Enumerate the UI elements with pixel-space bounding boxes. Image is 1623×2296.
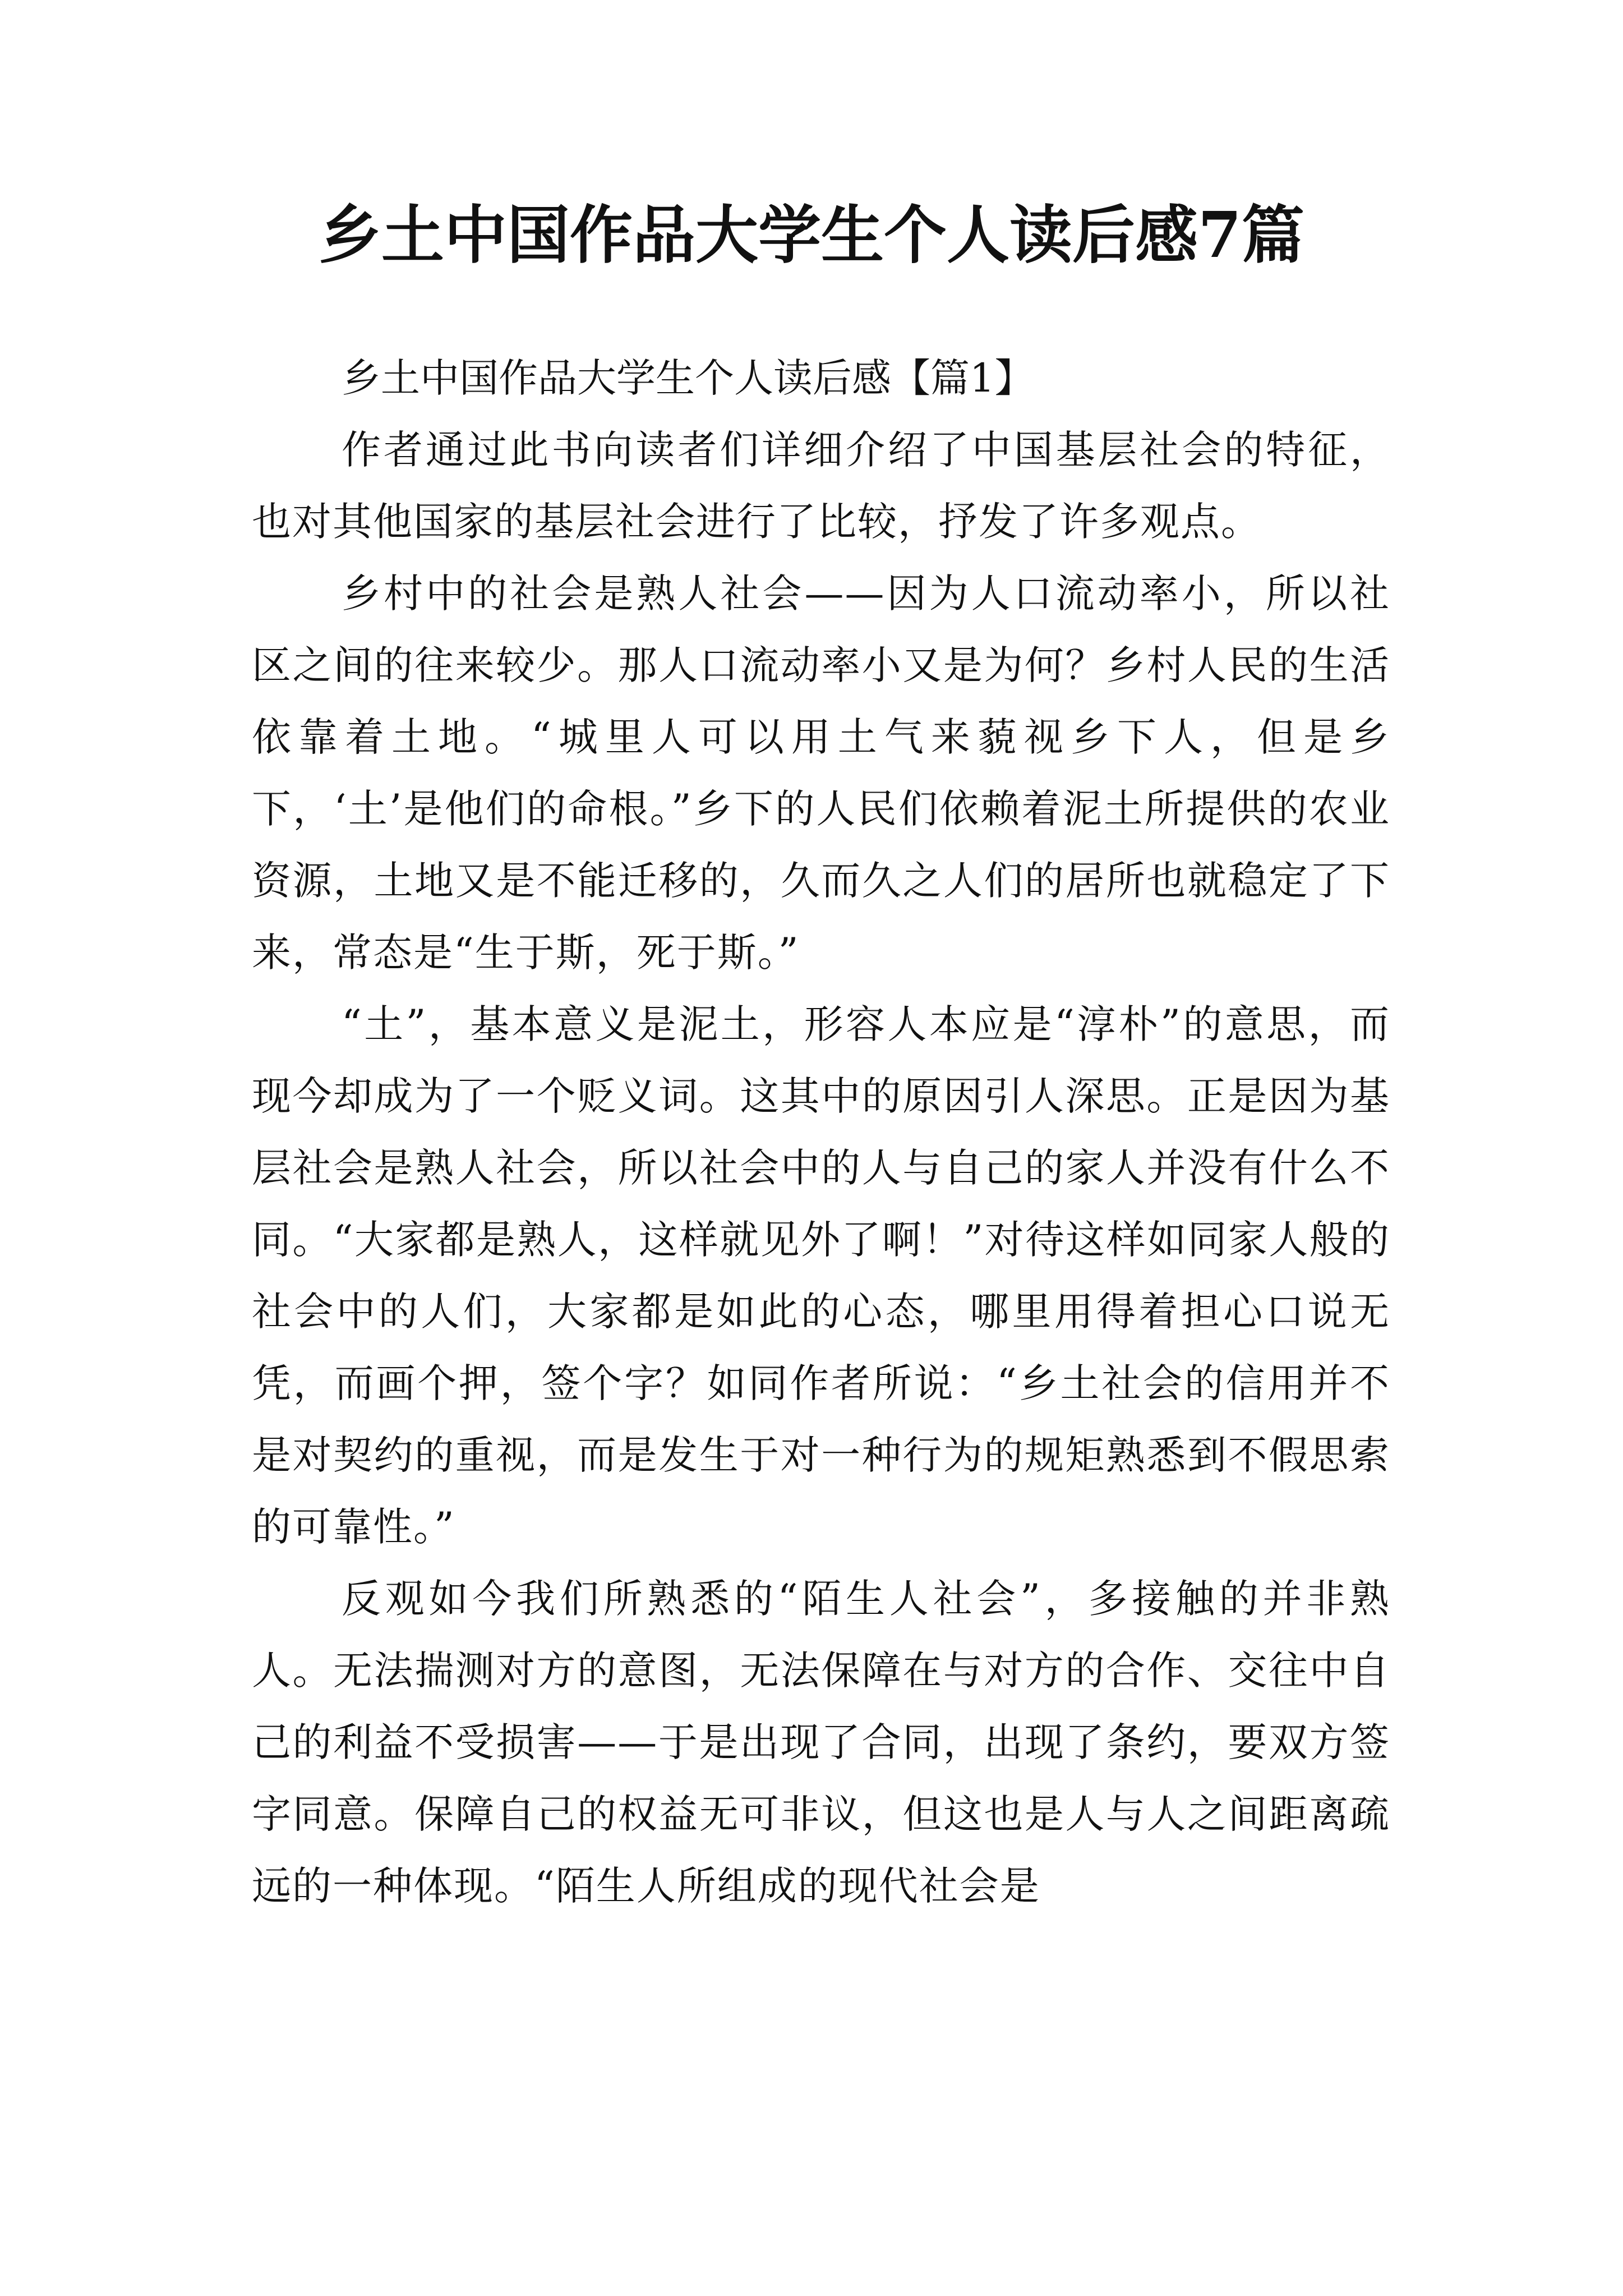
paragraph: 反观如今我们所熟悉的“陌生人社会”，多接触的并非熟人。无法揣测对方的意图，无法保障在与对方的合作、交往中自己的利益不受损害——于是出现了合同，出现了条约，要双方签字同意。保障自己的权益无可非议，但这也是人与人之间距离疏远的一种体现。“陌生人所组成的现代社会是	[252, 1576, 1390, 1909]
document-body	[252, 342, 1390, 1922]
paragraph: “土”，基本意义是泥土，形容人本应是“淳朴”的意思，而现今却成为了一个贬义词。这其中的原因引人深思。正是因为基层社会是熟人社会，所以社会中的人与自己的家人并没有什么不同。“大家都是熟人，这样就见外了啊！”对待这样如同家人般的社会中的人们，大家都是如此的心态，哪里用得着担心口说无凭，而画个押，签个字？如同作者所说：“乡土社会的信用并不是对契约的重视，而是发生于对一种行为的规矩熟悉到不假思索的可靠性。”	[252, 1001, 1390, 1550]
document-title: 乡土中国作品大学生个人读后感7篇	[319, 199, 1304, 272]
paragraph: 乡村中的社会是熟人社会——因为人口流动率小，所以社区之间的往来较少。那人口流动率小又是为何？乡村人民的生活依靠着土地。“城里人可以用土气来藐视乡下人，但是乡下，‘土’是他们的命根。”乡下的人民们依赖着泥土所提供的农业资源，土地又是不能迁移的，久而久之人们的居所也就稳定了下来，常态是“生于斯，死于斯。”	[252, 570, 1390, 976]
section-heading: 乡土中国作品大学生个人读后感【篇1】	[342, 355, 1034, 401]
paragraph: 作者通过此书向读者们详细介绍了中国基层社会的特征，也对其他国家的基层社会进行了比较，抒发了许多观点。	[252, 427, 1390, 545]
